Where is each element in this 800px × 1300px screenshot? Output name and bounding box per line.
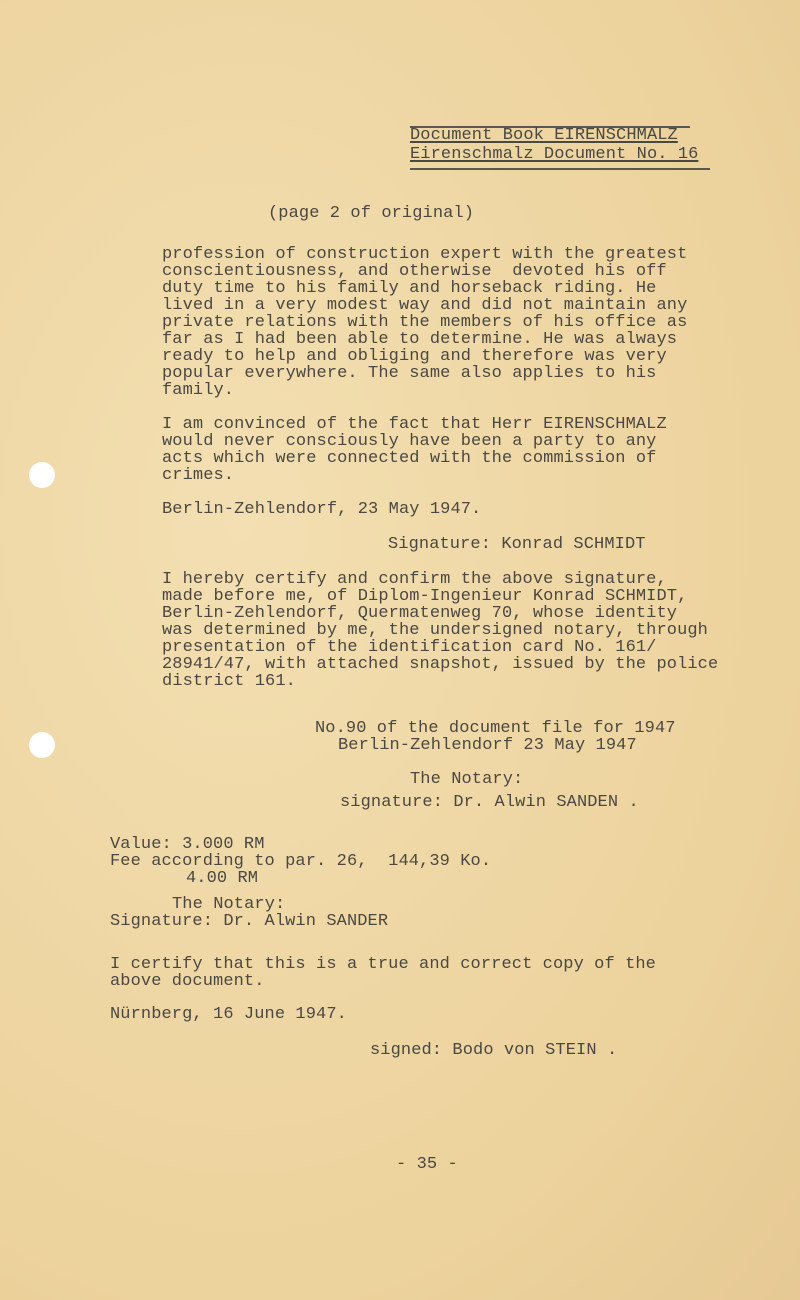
text-line: would never consciously have been a party to any [162, 432, 657, 451]
text-line: I hereby certify and confirm the above signature, [162, 570, 667, 589]
page-number: - 35 - [396, 1155, 458, 1174]
fees-notary-signature: Signature: Dr. Alwin SANDER [110, 912, 389, 931]
text-line: I am convinced of the fact that Herr EIRENSCHMALZ [162, 415, 667, 434]
text-line: made before me, of Diplom-Ingenieur Konrad SCHMIDT, [162, 587, 688, 606]
signature-schmidt: Signature: Konrad SCHMIDT [388, 535, 646, 554]
punch-hole-top [29, 462, 55, 488]
text-line: acts which were connected with the commission of [162, 449, 657, 468]
signed-stein: signed: Bodo von STEIN . [370, 1041, 618, 1060]
text-line: duty time to his family and horseback riding. He [162, 279, 657, 298]
text-line: was determined by me, the undersigned notary, through [162, 621, 708, 640]
certification-line-1: I certify that this is a true and correct copy of the [110, 955, 656, 974]
text-line: profession of construction expert with the greatest [162, 245, 688, 264]
text-line: conscientiousness, and otherwise devoted his off [162, 262, 667, 281]
text-line: ready to help and obliging and therefore was very [162, 347, 667, 366]
certification-line-2: above document. [110, 972, 265, 991]
header-line-1: Document Book EIRENSCHMALZ [410, 126, 678, 145]
fee-line: Fee according to par. 26, 144,39 Ko. [110, 852, 492, 871]
certification-place-date: Nürnberg, 16 June 1947. [110, 1005, 347, 1024]
fees-notary-title: The Notary: [172, 895, 286, 914]
text-line: family. [162, 381, 235, 400]
text-line: Berlin-Zehlendorf, Quermatenweg 70, whose identity [162, 604, 678, 623]
fee-amount: 4.00 RM [186, 869, 259, 888]
text-line: private relations with the members of his office as [162, 313, 688, 332]
text-line: crimes. [162, 466, 235, 485]
text-line: far as I had been able to determine. He was always [162, 330, 678, 349]
notary-title: The Notary: [410, 770, 524, 789]
doc-file-line-2: Berlin-Zehlendorf 23 May 1947 [338, 736, 637, 755]
text-line: popular everywhere. The same also applies to his [162, 364, 657, 383]
text-line: 28941/47, with attached snapshot, issued by the police [162, 655, 719, 674]
punch-hole-bottom [29, 732, 55, 758]
text-line: district 161. [162, 672, 296, 691]
text-line: lived in a very modest way and did not maintain any [162, 296, 688, 315]
fee-value: Value: 3.000 RM [110, 835, 265, 854]
text-line: presentation of the identification card No. 161/ [162, 638, 657, 657]
page-note: (page 2 of original) [268, 204, 475, 223]
place-date: Berlin-Zehlendorf, 23 May 1947. [162, 500, 482, 519]
header-bottom-rule [410, 168, 710, 170]
header-line-2: Eirenschmalz Document No. 16 [410, 145, 699, 164]
doc-file-line-1: No.90 of the document file for 1947 [315, 719, 676, 738]
notary-signature: signature: Dr. Alwin SANDEN . [340, 793, 639, 812]
